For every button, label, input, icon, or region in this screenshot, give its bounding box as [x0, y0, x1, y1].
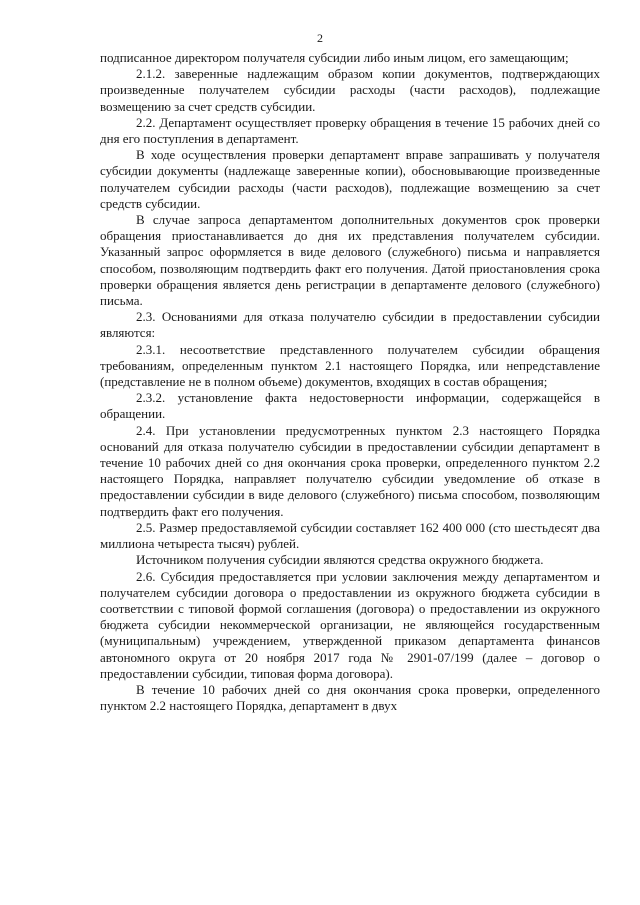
paragraph-continuation: подписанное директором получателя субсидии либо иным лицом, его замещающим;	[100, 50, 569, 65]
paragraph-deadline: В течение 10 рабочих дней со дня окончания срока проверки, определенного пунктом 2.2 настоящего Порядка, департамент в двух	[100, 681, 600, 714]
paragraph-2-1-2: 2.1.2. заверенные надлежащим образом копии документов, подтверждающих произведенные получателем субсидии расходы (части расходов), подлежащие возмещению за счет средств субсидии.	[100, 66, 600, 114]
paragraph-suspension: В случае запроса департаментом дополнительных документов срок проверки обращения приостанавливается до дня их представления получателем субсидии. Указанный запрос оформляется в виде делового (служебного) письма и направляется способом, позволяющим подтвердить факт его получения. Датой приостановления срока проверки обращения является день регистрации в департаменте делового (служебного) письма.	[100, 212, 600, 309]
paragraph-2-3: 2.3. Основаниями для отказа получателю субсидии в предоставлении субсидии являются:	[100, 309, 600, 341]
paragraph-2-3-2: 2.3.2. установление факта недостоверности информации, содержащейся в обращении.	[100, 390, 600, 422]
paragraph-funding-source: Источником получения субсидии являются средства окружного бюджета.	[136, 552, 544, 568]
paragraph-2-6: 2.6. Субсидия предоставляется при условии заключения между департаментом и получателем субсидии договора о предоставлении из окружного бюджета субсидии в соответствии с типовой формой соглашения (договора) о предоставлении из окружного бюджета субсидии некоммерческой организации, не являющейся государственным (муниципальным) учреждением, утвержденной приказом департамента финансов автономного округа от 20 ноября 2017 года № 2901-07/199 (далее – договор о предоставлении субсидии, типовая форма договора).	[100, 568, 600, 681]
paragraph-2-4: 2.4. При установлении предусмотренных пунктом 2.3 настоящего Порядка оснований для отказа получателю субсидии в предоставлении субсидии департамент в течение 10 рабочих дней со дня окончания срока проверки, определенного пунктом 2.2 настоящего Порядка, направляет получателю субсидии уведомление об отказе в предоставлении субсидии в виде делового (служебного) письма способом, позволяющим подтвердить факт его получения.	[100, 422, 600, 519]
paragraph-document-request: В ходе осуществления проверки департамент вправе запрашивать у получателя субсидии документы (надлежаще заверенные копии), обосновывающие произведенные получателем субсидии расходы (части расходов), подлежащие возмещению за счет средств субсидии.	[100, 147, 600, 211]
paragraph-2-3-1: 2.3.1. несоответствие представленного получателем субсидии обращения требованиям, определенным пунктом 2.1 настоящего Порядка, или непредставление (представление не в полном объеме) документов, входящих в состав обращения;	[100, 341, 600, 390]
page-number: 2	[317, 31, 323, 45]
document-body	[100, 50, 600, 714]
paragraph-2-5: 2.5. Размер предоставляемой субсидии составляет 162 400 000 (сто шестьдесят два миллиона четыреста тысяч) рублей.	[100, 519, 600, 552]
paragraph-2-2: 2.2. Департамент осуществляет проверку обращения в течение 15 рабочих дней со дня его поступления в департамент.	[100, 114, 600, 147]
